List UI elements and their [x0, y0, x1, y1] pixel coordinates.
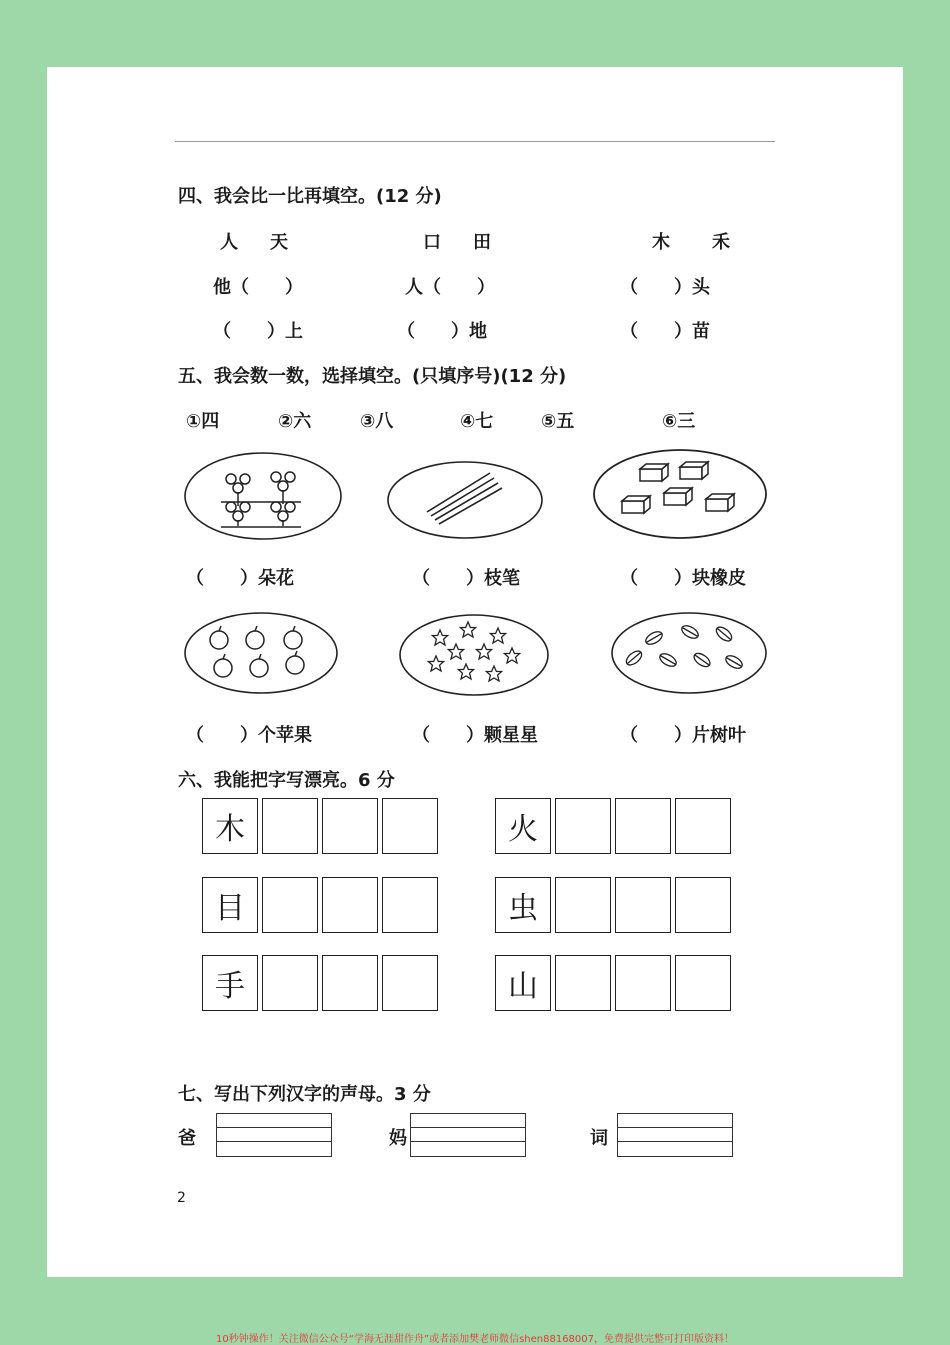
writing-grid-shou — [202, 955, 438, 1011]
practice-cell[interactable] — [555, 798, 611, 854]
option-3: ③八 — [360, 411, 394, 432]
practice-cell[interactable] — [262, 877, 318, 933]
char-pair-2a: 口 — [423, 232, 441, 253]
apples-plate — [183, 610, 339, 696]
char-pair-2b: 田 — [473, 232, 491, 253]
char-pair-3b: 禾 — [712, 232, 730, 253]
count-stars-blank[interactable]: （ ）颗星星 — [412, 725, 538, 746]
header-rule — [175, 141, 775, 142]
fill-blank-2[interactable]: 人（ ） — [405, 277, 495, 298]
count-leaves-blank[interactable]: （ ）片树叶 — [620, 725, 746, 746]
practice-cell[interactable] — [382, 798, 438, 854]
fill-blank-5[interactable]: （ ）地 — [397, 321, 487, 342]
count-flowers-blank[interactable]: （ ）朵花 — [186, 568, 294, 589]
model-char-cell: 木 — [202, 798, 258, 854]
practice-cell[interactable] — [555, 955, 611, 1011]
section-4-title: 四、我会比一比再填空。(12 分) — [178, 186, 442, 207]
page-number: 2 — [177, 1190, 186, 1206]
pinyin-lines-ma[interactable] — [410, 1113, 526, 1157]
option-5: ⑤五 — [541, 411, 575, 432]
initial-char-ba: 爸 — [178, 1128, 196, 1149]
leaves-plate — [610, 610, 768, 696]
practice-cell[interactable] — [555, 877, 611, 933]
practice-cell[interactable] — [322, 798, 378, 854]
practice-cell[interactable] — [322, 877, 378, 933]
initial-char-ma: 妈 — [389, 1128, 407, 1149]
option-4: ④七 — [460, 411, 494, 432]
section-6-title: 六、我能把字写漂亮。6 分 — [178, 770, 395, 791]
char-pair-3a: 木 — [652, 232, 670, 253]
writing-grid-huo — [495, 798, 731, 854]
char-pair-1b: 天 — [270, 232, 288, 253]
pinyin-lines-ci[interactable] — [617, 1113, 733, 1157]
writing-grid-chong — [495, 877, 731, 933]
practice-cell[interactable] — [322, 955, 378, 1011]
writing-grid-mu — [202, 798, 438, 854]
stars-plate — [398, 612, 550, 698]
pencils-plate — [385, 458, 545, 544]
count-erasers-blank[interactable]: （ ）块橡皮 — [620, 568, 746, 589]
fill-blank-4[interactable]: （ ）上 — [213, 321, 303, 342]
fill-blank-3[interactable]: （ ）头 — [620, 277, 710, 298]
practice-cell[interactable] — [615, 798, 671, 854]
option-6: ⑥三 — [662, 411, 696, 432]
writing-grid-mu-eye — [202, 877, 438, 933]
count-apples-blank[interactable]: （ ）个苹果 — [186, 725, 312, 746]
model-char-cell: 虫 — [495, 877, 551, 933]
fill-blank-6[interactable]: （ ）苗 — [620, 321, 710, 342]
practice-cell[interactable] — [615, 955, 671, 1011]
footer-promo-text: 10秒钟操作！关注微信公众号“学海无涯甜作舟”或者添加樊老师微信shen88168007，免费提供完整可打印版资料！ — [215, 1334, 735, 1345]
option-1: ①四 — [186, 411, 220, 432]
initial-char-ci: 词 — [590, 1128, 608, 1149]
model-char-cell: 火 — [495, 798, 551, 854]
practice-cell[interactable] — [675, 877, 731, 933]
char-pair-1a: 人 — [220, 232, 238, 253]
practice-cell[interactable] — [675, 955, 731, 1011]
practice-cell[interactable] — [675, 798, 731, 854]
erasers-plate — [592, 447, 768, 541]
flowers-plate — [183, 449, 343, 543]
writing-grid-shan — [495, 955, 731, 1011]
practice-cell[interactable] — [262, 798, 318, 854]
count-pencils-blank[interactable]: （ ）枝笔 — [412, 568, 520, 589]
section-7-title: 七、写出下列汉字的声母。3 分 — [178, 1084, 431, 1105]
practice-cell[interactable] — [262, 955, 318, 1011]
model-char-cell: 手 — [202, 955, 258, 1011]
model-char-cell: 山 — [495, 955, 551, 1011]
practice-cell[interactable] — [382, 955, 438, 1011]
section-5-title: 五、我会数一数，选择填空。(只填序号)(12 分) — [178, 366, 567, 387]
pinyin-lines-ba[interactable] — [216, 1113, 332, 1157]
option-2: ②六 — [278, 411, 312, 432]
model-char-cell: 目 — [202, 877, 258, 933]
practice-cell[interactable] — [615, 877, 671, 933]
fill-blank-1[interactable]: 他（ ） — [213, 277, 303, 298]
practice-cell[interactable] — [382, 877, 438, 933]
